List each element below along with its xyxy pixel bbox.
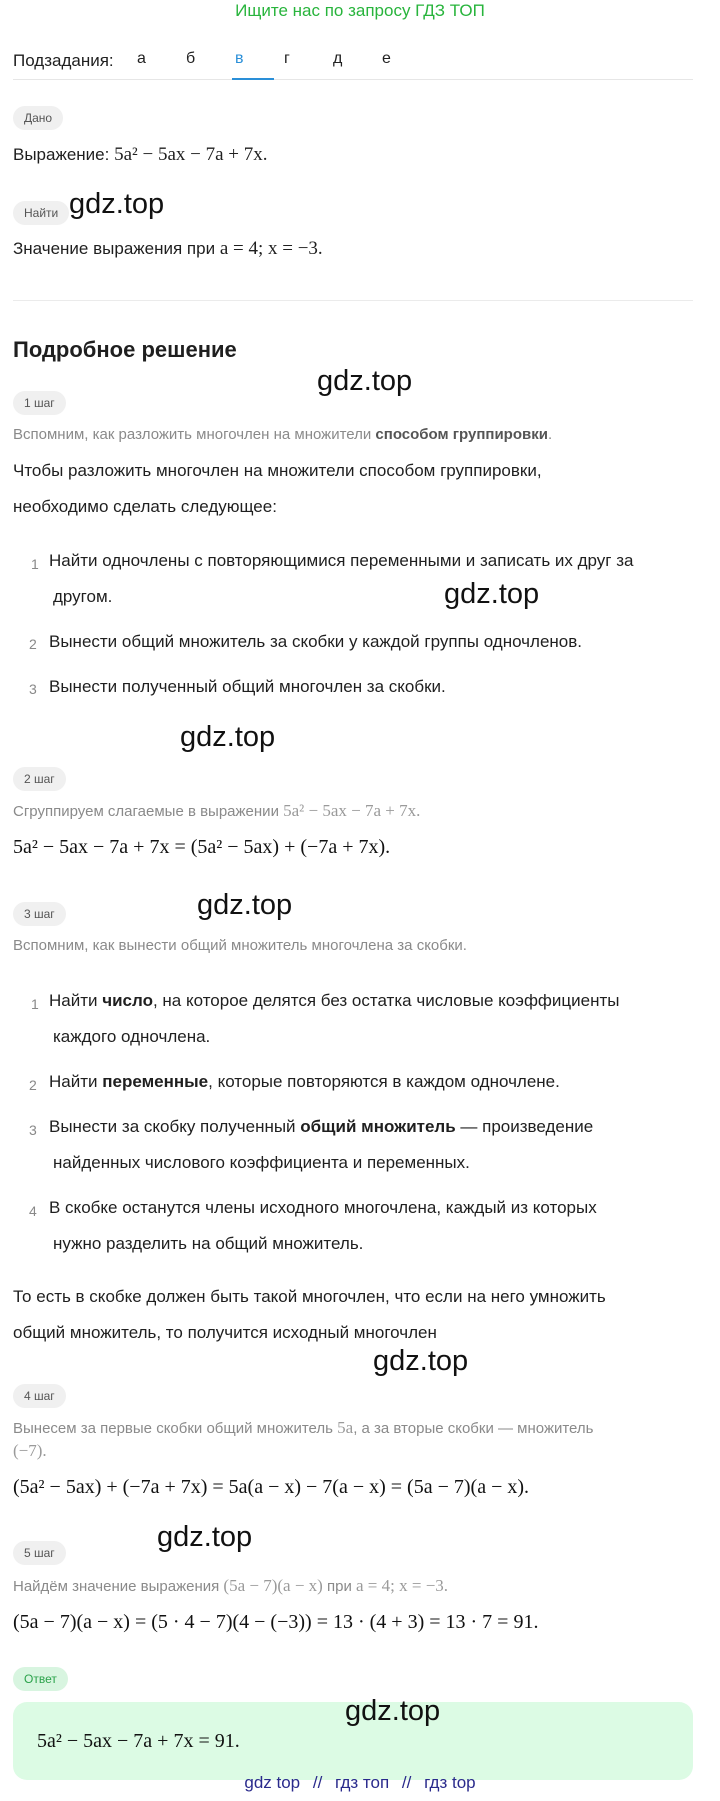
find-line xyxy=(13,238,323,260)
subtask-tabs xyxy=(137,50,431,68)
step2-pill-wrap xyxy=(13,767,66,791)
list-number: 2 xyxy=(29,636,37,652)
step5-hint-values: a = 4; x = −3. xyxy=(356,1576,449,1595)
footer-separator: // xyxy=(312,1773,323,1792)
watermark: gdz.top xyxy=(157,1521,253,1553)
step4-hint-pre: Вынесем за первые скобки общий множитель xyxy=(13,1420,333,1437)
step4-hint xyxy=(13,1418,693,1439)
step4-hint-post: , а за вторые скобки — множитель xyxy=(353,1420,594,1437)
step4-hint-factor: (−7). xyxy=(13,1441,47,1460)
step3-para-line1: То есть в скобке должен быть такой многочлен, что если на него умножить xyxy=(13,1287,606,1306)
list-number: 4 xyxy=(29,1203,37,1219)
list-item-text: Вынести общий множитель за скобки у каждой группы одночленов. xyxy=(49,632,583,651)
step2-pill: 2 шаг xyxy=(13,767,66,791)
footer-link[interactable]: gdz top xyxy=(244,1773,301,1792)
list-item-text: Вынести полученный общий многочлен за скобки. xyxy=(49,677,446,696)
list-number: 3 xyxy=(29,1122,37,1138)
watermark: gdz.top xyxy=(345,1695,441,1727)
tab-a[interactable]: а xyxy=(137,50,146,67)
step3-pill: 3 шаг xyxy=(13,902,66,926)
step2-equation: 5a² − 5ax − 7a + 7x = (5a² − 5ax) + (−7a + 7x). xyxy=(13,836,391,858)
list-number: 1 xyxy=(31,996,39,1012)
tabs-divider xyxy=(13,79,693,80)
watermark: gdz.top xyxy=(317,365,413,397)
solution-title: Подробное решение xyxy=(13,337,237,362)
watermark: gdz.top xyxy=(373,1345,469,1377)
answer-pill: Ответ xyxy=(13,1667,68,1691)
active-tab-indicator xyxy=(232,78,274,80)
list-item-bold: общий множитель xyxy=(300,1117,456,1136)
step5-pill: 5 шаг xyxy=(13,1541,66,1565)
tab-v[interactable]: в xyxy=(235,50,244,67)
step4-pill: 4 шаг xyxy=(13,1384,66,1408)
watermark: gdz.top xyxy=(197,889,293,921)
find-pill: Найти xyxy=(13,201,69,225)
step5-equation: (5a − 7)(a − x) = (5 · 4 − 7)(4 − (−3)) = 13 · (4 + 3) = 13 · 7 = 91. xyxy=(13,1611,539,1633)
list-item-text-cont: другом. xyxy=(53,587,113,606)
given-prefix: Выражение: xyxy=(13,145,110,164)
list-number: 2 xyxy=(29,1077,37,1093)
step5-hint-pre: Найдём значение выражения xyxy=(13,1578,220,1595)
given-pill: Дано xyxy=(13,106,63,130)
step1-pill: 1 шаг xyxy=(13,391,66,415)
footer-link[interactable]: гдз топ xyxy=(335,1773,390,1792)
list-item-text xyxy=(49,1109,593,1145)
tab-e[interactable]: е xyxy=(382,50,391,67)
step3-para-line2: общий множитель, то получится исходный многочлен xyxy=(13,1323,437,1342)
watermark: gdz.top xyxy=(69,188,165,220)
subtasks-label: Подзадания: xyxy=(13,51,114,70)
answer-equation: 5a² − 5ax − 7a + 7x = 91. xyxy=(37,1730,240,1752)
step1-hint xyxy=(13,425,552,445)
step4-pill-wrap xyxy=(13,1384,66,1408)
list-item-post: — произведение xyxy=(455,1117,594,1136)
given-pill-wrap xyxy=(13,106,63,130)
list-item-pre: Найти xyxy=(49,1072,103,1091)
step2-hint-text: Сгруппируем слагаемые в выражении xyxy=(13,803,279,820)
search-banner: Ищите нас по запросу ГДЗ ТОП xyxy=(235,1,485,20)
footer-links xyxy=(0,1773,720,1793)
list-number: 3 xyxy=(29,681,37,697)
step5-pill-wrap xyxy=(13,1541,66,1565)
list-item-text-cont: найденных числового коэффициента и переменных. xyxy=(53,1153,470,1172)
list-item-text: Найти одночлены с повторяющимися переменными и записать их друг за xyxy=(49,551,634,570)
list-item-text xyxy=(49,1064,560,1100)
step3-hint: Вспомним, как вынести общий множитель многочлена за скобки. xyxy=(13,937,467,954)
section-divider xyxy=(13,300,693,301)
list-number: 1 xyxy=(31,556,39,572)
find-pill-wrap xyxy=(13,201,69,225)
step1-hint-post: . xyxy=(547,426,553,443)
tab-g[interactable]: г xyxy=(284,50,290,67)
tab-b[interactable]: б xyxy=(186,50,196,67)
given-line xyxy=(13,144,268,166)
list-item-bold: число xyxy=(102,991,153,1010)
step1-para-line1: Чтобы разложить многочлен на множители способом группировки, xyxy=(13,461,542,480)
list-item-pre: Вынести за скобку полученный xyxy=(49,1117,301,1136)
step1-pill-wrap xyxy=(13,391,66,415)
step1-hint-bold: способом группировки xyxy=(375,426,548,443)
list-item-text: В скобке останутся члены исходного многочлена, каждый из которых xyxy=(49,1198,597,1217)
step2-hint-expr: 5a² − 5ax − 7a + 7x. xyxy=(283,801,421,820)
step4-hint-expr: 5a xyxy=(337,1418,354,1437)
list-item-pre: Найти xyxy=(49,991,103,1010)
footer-link[interactable]: гдз top xyxy=(424,1773,476,1792)
step5-hint xyxy=(13,1576,448,1597)
step5-hint-mid: при xyxy=(327,1578,352,1595)
list-item-text-cont: каждого одночлена. xyxy=(53,1027,211,1046)
answer-pill-wrap xyxy=(13,1667,68,1691)
step4-equation: (5a² − 5ax) + (−7a + 7x) = 5a(a − x) − 7(a − x) = (5a − 7)(a − x). xyxy=(13,1476,530,1498)
list-item-bold: переменные xyxy=(102,1072,209,1091)
given-expression: 5a² − 5ax − 7a + 7x. xyxy=(114,144,268,165)
watermark: gdz.top xyxy=(180,721,276,753)
find-expression: a = 4; x = −3. xyxy=(219,238,323,259)
tab-d[interactable]: д xyxy=(333,50,343,67)
step2-hint xyxy=(13,801,420,822)
find-prefix: Значение выражения при xyxy=(13,239,216,258)
footer-separator: // xyxy=(401,1773,412,1792)
list-item-text xyxy=(49,983,620,1019)
step1-hint-pre: Вспомним, как разложить многочлен на множители xyxy=(13,426,372,443)
step3-pill-wrap xyxy=(13,902,66,926)
list-item-post: , на которое делятся без остатка числовые коэффициенты xyxy=(152,991,620,1010)
step1-para-line2: необходимо сделать следующее: xyxy=(13,497,277,516)
step5-hint-expr: (5a − 7)(a − x) xyxy=(223,1576,323,1595)
list-item-text-cont: нужно разделить на общий множитель. xyxy=(53,1234,364,1253)
watermark: gdz.top xyxy=(444,578,540,610)
list-item-post: , которые повторяются в каждом одночлене. xyxy=(208,1072,560,1091)
